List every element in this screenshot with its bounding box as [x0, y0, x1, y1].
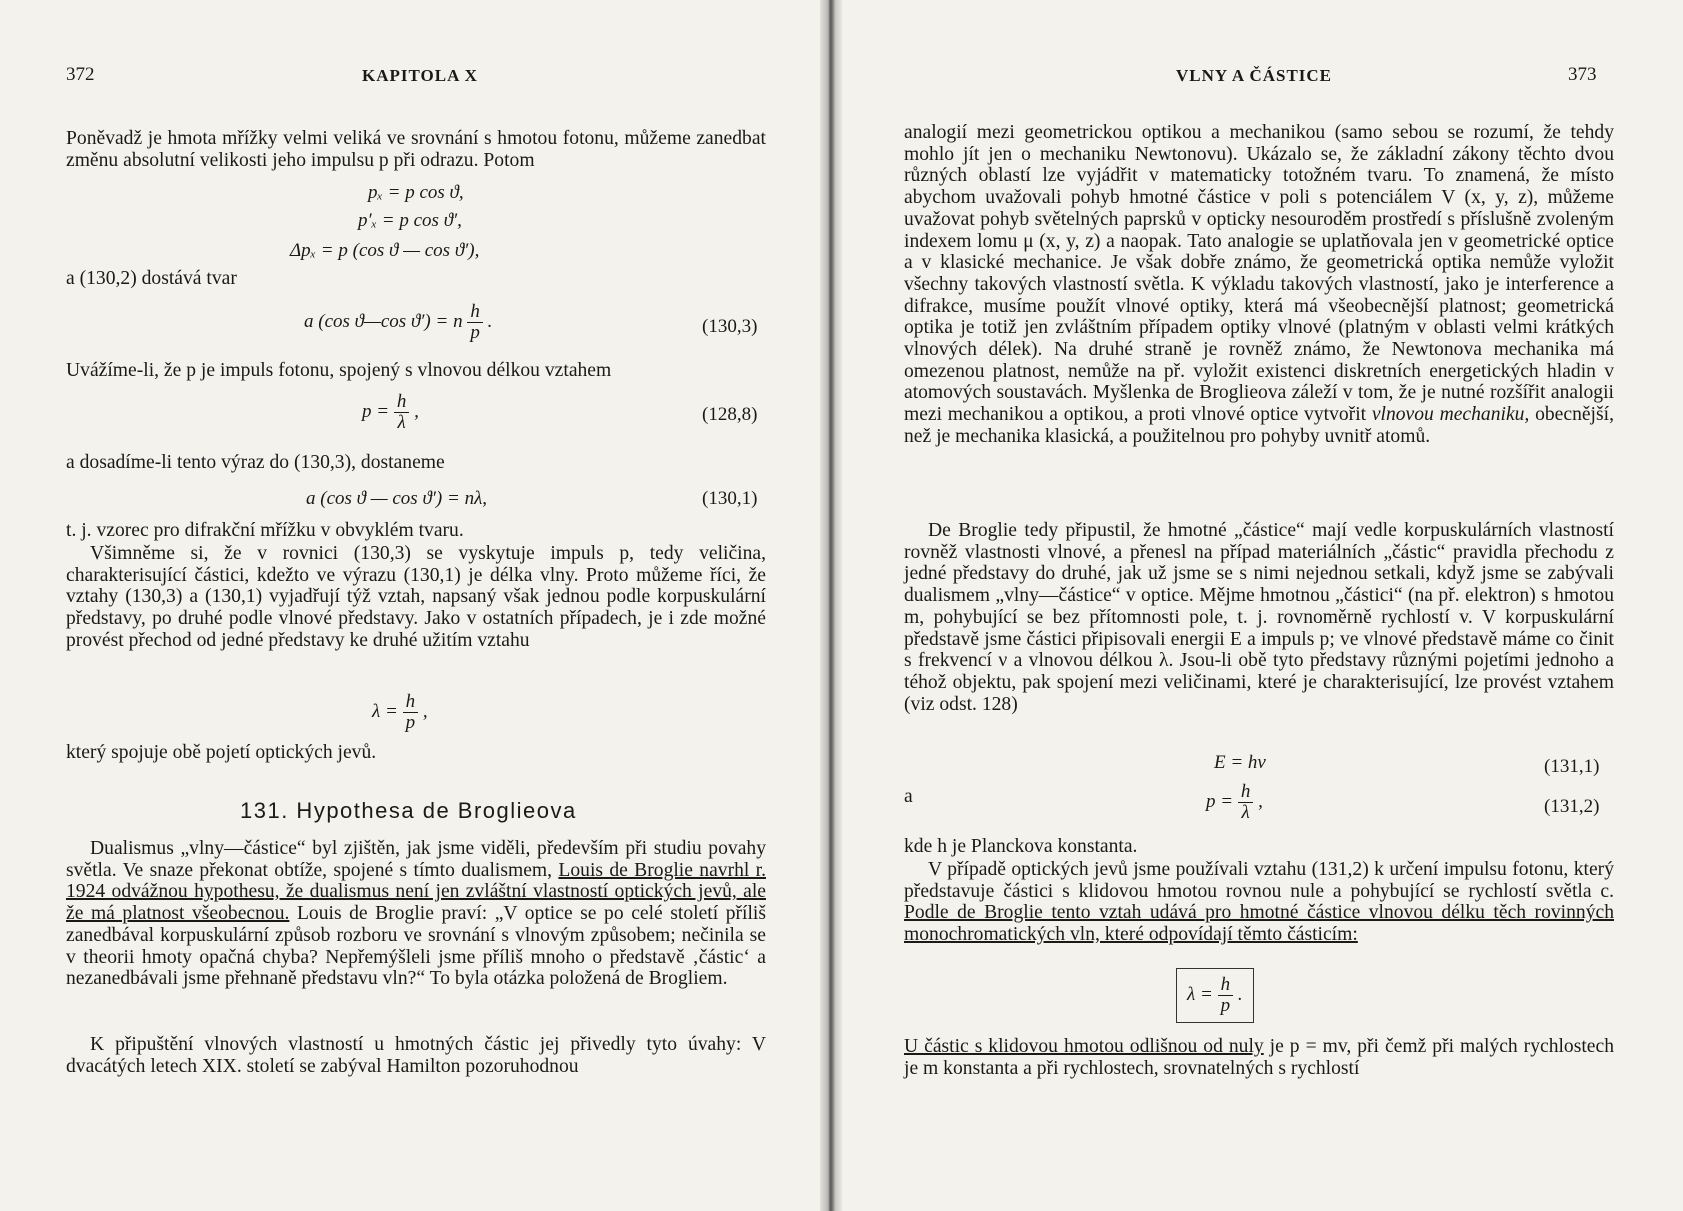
equation: p = $\frac{h}{\lambda}$ , [362, 391, 419, 433]
text-line: a dosadíme-li tento výraz do (130,3), dostaneme [66, 452, 445, 473]
text-line: t. j. vzorec pro difrakční mřížku v obvyklém tvaru. [66, 520, 464, 541]
running-head: KAPITOLA X [362, 66, 478, 85]
equation-number: (128,8) [702, 404, 758, 425]
paragraph: K připuštění vlnových vlastností u hmotných částic jej přivedly tyto úvahy: V dvacátých letech XIX. století se zabýval Hamilton pozoruhodnou [66, 1034, 766, 1077]
text-line: a [904, 786, 913, 807]
text-line: kde h je Planckova konstanta. [904, 836, 1138, 857]
paragraph: Poněvadž je hmota mřížky velmi veliká ve srovnání s hmotou fotonu, můžeme zanedbat změnu absolutní velikosti jeho impulsu p při odrazu. Potom [66, 128, 766, 171]
equation: pₓ = p cos ϑ, [368, 182, 464, 203]
equation-number: (130,1) [702, 488, 758, 509]
running-head: VLNY A ČÁSTICE [1176, 66, 1333, 85]
equation-number: (131,1) [1544, 756, 1600, 777]
book-gutter [820, 0, 842, 1211]
equation: λ = $\frac{h}{p}$ , [372, 691, 428, 733]
equation: a (cos ϑ—cos ϑ′) = n $\frac{h}{p}$ . [304, 301, 493, 343]
paragraph: analogií mezi geometrickou optikou a mechanikou (samo sebou se rozumí, že tehdy mohlo jít jen o mechaniku Newtonovu). Ukázalo se, že základní zákony těchto dvou různých oblastí lze vyjádřit v matematicky totožném tvaru. To znamená, že místo abychom uvažovali pohyb hmotné částice v poli s potenciálem V (x, y, z), můžeme uvažovat pohyb světelných paprsků v opticky nesouroděm prostředí s příslušně zvoleným indexem lomu μ (x, y, z) a naopak. Tato analogie se uplatňovala jen v geometrické optice a v klasické mechanice. Je však dobře známo, že geometrická optika nemůže vyložit všechny takových vlastností světla. K výkladu takových vlastností, jako je interference a difrakce, musíme použít vlnové optiky, která má všeobecnější platnost; geometrická optika je totiž jen zvláštním případem optiky vlnové (platným v oblasti velmi krátkých vlnových délek). Na druhé straně je rovněž známo, že Newtonova mechanika má omezenou platnost, nemůže na př. vyložit existenci diskretních energetických hladin v atomových soustavách. Myšlenka de Broglieova záleží v tom, že je nutné rozšířit analogii mezi mechanikou a optikou, a proti vlnové optice vytvořit vlnovou mechaniku, obecnější, než je mechanika klasická, a použitelnou pro pohyby uvnitř atomů. [904, 122, 1614, 447]
text-line: který spojuje obě pojetí optických jevů. [66, 742, 377, 763]
paragraph: V případě optických jevů jsme používali vztahu (131,2) k určení impulsu fotonu, který představuje částici s klidovou hmotou rovnou nule a pohybující se rychlostí světla c. Podle de Broglie tento vztah udává pro hmotné částice vlnovou délku těch rovinných monochromatických vln, které odpovídají těmto částicím: [904, 859, 1614, 946]
underlined-passage: U částic s klidovou hmotou odlišnou od nuly [904, 1036, 1264, 1057]
right-page [842, 0, 1683, 1211]
text-line: a (130,2) dostává tvar [66, 268, 237, 289]
section-title: 131. Hypothesa de Broglieova [240, 798, 577, 823]
equation: Δpₓ = p (cos ϑ — cos ϑ′), [290, 240, 480, 261]
paragraph: De Broglie tedy připustil, že hmotné „částice“ mají vedle korpuskulárních vlastností rovněž vlastnosti vlnové, a přenesl na případ materiálních „částic“ pravidla přechodu z jedné představy do druhé, jak už jsme se s nimi nejednou setkali, když jsme se zabývali dualismem „vlny—částice“ v optice. Mějme hmotnou „částici“ (na př. elektron) s hmotou m, pohybující se bez přítomnosti pole, t. j. rovnoměrně rychlostí v. V korpuskulární představě jsme částici připisovali energii E a impuls p; ve vlnové představě máme co činit s frekvencí ν a vlnovou délkou λ. Jsou-li obě tyto představy různými pojetími jednoho a téhož objektu, pak spojení mezi veličinami, které je charakterisující, lze provést vztahem (viz odst. 128) [904, 520, 1614, 715]
equation: E = hν [1214, 752, 1266, 773]
paragraph: Uvážíme-li, že p je impuls fotonu, spojený s vlnovou délkou vztahem [66, 360, 612, 381]
page-number: 372 [66, 64, 95, 85]
paragraph: Všimněme si, že v rovnici (130,3) se vyskytuje impuls p, tedy veličina, charakterisující částici, kdežto ve výrazu (130,1) je délka vlny. Proto můžeme říci, že vztahy (130,3) a (130,1) vyjadřují týž vztah, napsaný však jednou podle korpuskulární představy, po druhé podle vlnové představy. Jako v ostatních případech, je i zde možné provést přechod od jedné představy ke druhé užitím vztahu [66, 543, 766, 651]
equation: a (cos ϑ — cos ϑ′) = nλ, [306, 488, 488, 509]
equation: p = $\frac{h}{\lambda}$ , [1206, 781, 1263, 823]
underlined-passage: Louis de Broglie navrhl r. 1924 odvážnou hypothesu, že dualismus není jen zvláštní vlastností optických jevů, ale že má platnost všeobecnou. [66, 859, 766, 925]
page-number: 373 [1568, 64, 1597, 85]
equation: p′ₓ = p cos ϑ′, [358, 210, 462, 231]
underlined-passage: Podle de Broglie tento vztah udává pro hmotné částice vlnovou délku těch rovinných monochromatických vln, které odpovídají těmto částicím: [904, 902, 1614, 946]
paragraph: U částic s klidovou hmotou odlišnou od nuly je p = mv, při čemž při malých rychlostech je m konstanta a při rychlostech, srovnatelných s rychlostí [904, 1036, 1614, 1079]
left-page [0, 0, 820, 1211]
equation-number: (130,3) [702, 316, 758, 337]
paragraph: Dualismus „vlny—částice“ byl zjištěn, jak jsme viděli, především při studiu povahy světla. Ve snaze překonat obtíže, spojené s tímto dualismem, Louis de Broglie navrhl r. 1924 odvážnou hypothesu, že dualismus není jen zvláštní vlastností optických jevů, ale že má platnost všeobecnou. Louis de Broglie praví: „V optice se po celé století příliš zanedbával korpuskulární způsob rozboru ve srovnání s vlnovým způsobem; nečinila se v theorii hmoty opačná chyba? Nepřemýšleli jsme příliš mnoho o představě ‚částic‘ a nezanedbávali jsme přehnaně představu vln?“ To byla otázka položená de Brogliem. [66, 838, 766, 990]
equation-number: (131,2) [1544, 796, 1600, 817]
boxed-equation: λ = $\frac{h}{p}$ . [1176, 968, 1254, 1023]
